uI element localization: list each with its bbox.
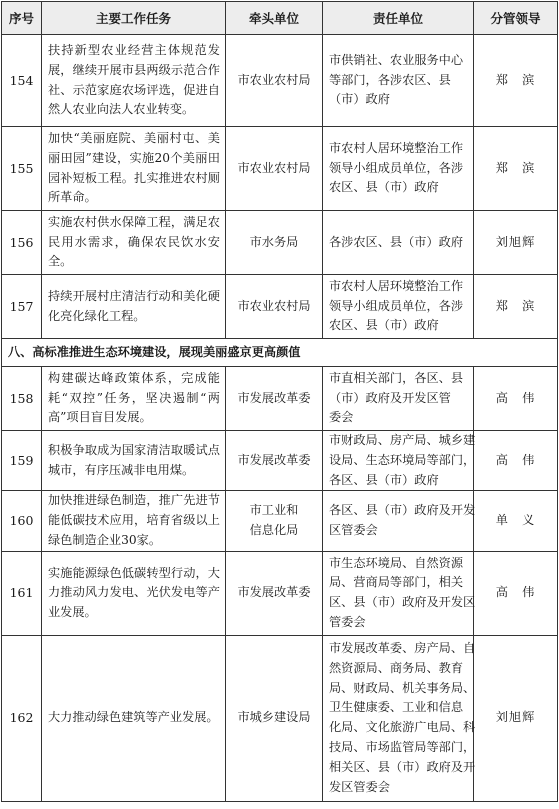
task-description: 扶持新型农业经营主体规范发展，继续开展市县两级示范合作社、示范家庭农场评选，促进自然人农业向法人农业转变。 — [42, 35, 226, 127]
responsible-unit-line: （市）政府及开发区管 — [329, 390, 451, 405]
responsible-unit-line: 相关区、县（市）政府及开 — [329, 759, 476, 774]
lead-unit-line: 市城乡建设局 — [237, 710, 311, 725]
leader-name: 高 伟 — [474, 551, 558, 635]
responsible-unit — [323, 367, 474, 431]
lead-unit — [226, 35, 323, 127]
leader-name: 刘旭辉 — [474, 211, 558, 275]
responsible-unit — [323, 35, 474, 127]
leader-name: 郑 滨 — [474, 35, 558, 127]
responsible-unit-line: 各区、县（市）政府 — [329, 472, 439, 487]
task-description: 积极争取成为国家清洁取暖试点城市，有序压减非电用煤。 — [42, 431, 226, 491]
responsible-unit-line: 市农村人居环境整治工作 — [329, 140, 464, 155]
task-description: 实施能源绿色低碳转型行动，大力推动风力发电、光伏发电等产业发展。 — [42, 551, 226, 635]
responsible-unit-line: 区、县（市）政府及开发区 — [329, 595, 476, 610]
table-row — [2, 431, 558, 491]
responsible-unit-line: 卫生健康委、工业和信息 — [329, 700, 464, 715]
table-row — [2, 275, 558, 339]
responsible-unit — [323, 635, 474, 801]
responsible-unit-line: 农区、县（市）政府 — [329, 318, 439, 333]
responsible-unit-line: 各涉农区、县（市）政府 — [329, 234, 464, 249]
responsible-unit-line: 局、财政局、机关事务局、 — [329, 680, 476, 695]
lead-unit-line: 信息化局 — [249, 523, 299, 538]
table-header-row — [2, 2, 558, 35]
task-table — [1, 1, 558, 802]
lead-unit — [226, 211, 323, 275]
lead-unit-line: 市农业农村局 — [237, 298, 311, 313]
leader-name: 郑 滨 — [474, 127, 558, 211]
header-responsible-unit: 责任单位 — [323, 2, 474, 35]
leader-name: 单 义 — [474, 491, 558, 551]
leader-name: 刘旭辉 — [474, 635, 558, 801]
lead-unit — [226, 635, 323, 801]
task-description: 大力推动绿色建筑等产业发展。 — [42, 635, 226, 801]
table-row — [2, 635, 558, 801]
task-description: 加快“美丽庭院、美丽村屯、美丽田园”建设，实施20个美丽田园补短板工程。扎实推进农村厕所革命。 — [42, 127, 226, 211]
responsible-unit-line: 发区管委会 — [329, 779, 390, 794]
responsible-unit-line: 局、营商局等部门，相关 — [329, 575, 464, 590]
lead-unit-line: 市农业农村局 — [237, 72, 311, 87]
responsible-unit-line: 各区、县（市）政府及开发 — [329, 503, 476, 518]
table-row — [2, 127, 558, 211]
row-number: 158 — [2, 367, 42, 431]
lead-unit-line: 市农业农村局 — [237, 160, 311, 175]
row-number: 159 — [2, 431, 42, 491]
section-row — [2, 339, 558, 367]
task-description: 持续开展村庄清洁行动和美化硬化亮化绿化工程。 — [42, 275, 226, 339]
lead-unit-line: 市发展改革委 — [237, 452, 311, 467]
table-row — [2, 551, 558, 635]
lead-unit-line: 市水务局 — [249, 234, 299, 249]
responsible-unit-line: 农区、县（市）政府 — [329, 180, 439, 195]
responsible-unit-line: 区管委会 — [329, 523, 378, 538]
responsible-unit-line: 然资源局、商务局、教育 — [329, 660, 464, 675]
section-title: 八、高标准推进生态环境建设，展现美丽盛京更高颜值 — [2, 339, 558, 367]
responsible-unit — [323, 431, 474, 491]
row-number: 161 — [2, 551, 42, 635]
responsible-unit-line: 等部门，各涉农区、县 — [329, 72, 451, 87]
responsible-unit-line: 设局、生态环境局等部门， — [329, 452, 476, 467]
table-row — [2, 491, 558, 551]
header-no: 序号 — [2, 2, 42, 35]
responsible-unit-line: 市生态环境局、自然资源 — [329, 555, 464, 570]
leader-name: 郑 滨 — [474, 275, 558, 339]
lead-unit — [226, 551, 323, 635]
responsible-unit — [323, 211, 474, 275]
lead-unit-line: 市发展改革委 — [237, 585, 311, 600]
lead-unit — [226, 431, 323, 491]
responsible-unit-line: 市直相关部门，各区、县 — [329, 370, 464, 385]
responsible-unit-line: 领导小组成员单位，各涉 — [329, 160, 464, 175]
leader-name: 高 伟 — [474, 367, 558, 431]
row-number: 160 — [2, 491, 42, 551]
header-lead-unit: 牵头单位 — [226, 2, 323, 35]
responsible-unit-line: 市供销社、农业服务中心 — [329, 52, 464, 67]
responsible-unit-line: 委会 — [329, 410, 354, 425]
lead-unit-line: 市工业和 — [249, 503, 299, 518]
responsible-unit-line: （市）政府 — [329, 92, 390, 107]
leader-name: 高 伟 — [474, 431, 558, 491]
task-description: 实施农村供水保障工程，满足农民用水需求，确保农民饮水安全。 — [42, 211, 226, 275]
lead-unit — [226, 275, 323, 339]
responsible-unit-line: 市农村人居环境整治工作 — [329, 278, 464, 293]
table-row — [2, 367, 558, 431]
table-section — [2, 339, 558, 367]
row-number: 157 — [2, 275, 42, 339]
table-body-part-1 — [2, 35, 558, 339]
responsible-unit — [323, 275, 474, 339]
responsible-unit-line: 领导小组成员单位，各涉 — [329, 298, 464, 313]
responsible-unit — [323, 491, 474, 551]
lead-unit-line: 市发展改革委 — [237, 390, 311, 405]
responsible-unit-line: 管委会 — [329, 615, 366, 630]
responsible-unit — [323, 127, 474, 211]
responsible-unit-line: 技局、市场监管局等部门， — [329, 740, 476, 755]
row-number: 154 — [2, 35, 42, 127]
responsible-unit-line: 市发展改革委、房产局、自 — [329, 641, 476, 656]
responsible-unit — [323, 551, 474, 635]
header-leader: 分管领导 — [474, 2, 558, 35]
lead-unit — [226, 127, 323, 211]
table-body-part-2 — [2, 367, 558, 802]
lead-unit — [226, 491, 323, 551]
row-number: 155 — [2, 127, 42, 211]
header-task: 主要工作任务 — [42, 2, 226, 35]
lead-unit — [226, 367, 323, 431]
row-number: 156 — [2, 211, 42, 275]
task-description: 加快推进绿色制造，推广先进节能低碳技术应用，培育省级以上绿色制造企业30家。 — [42, 491, 226, 551]
table-row — [2, 35, 558, 127]
table-row — [2, 211, 558, 275]
responsible-unit-line: 市财政局、房产局、城乡建 — [329, 433, 476, 447]
task-description: 构建碳达峰政策体系，完成能耗“双控”任务，坚决遏制“两高”项目盲目发展。 — [42, 367, 226, 431]
responsible-unit-line: 化局、文化旅游广电局、科 — [329, 720, 476, 735]
row-number: 162 — [2, 635, 42, 801]
task-table-page — [1, 1, 557, 802]
